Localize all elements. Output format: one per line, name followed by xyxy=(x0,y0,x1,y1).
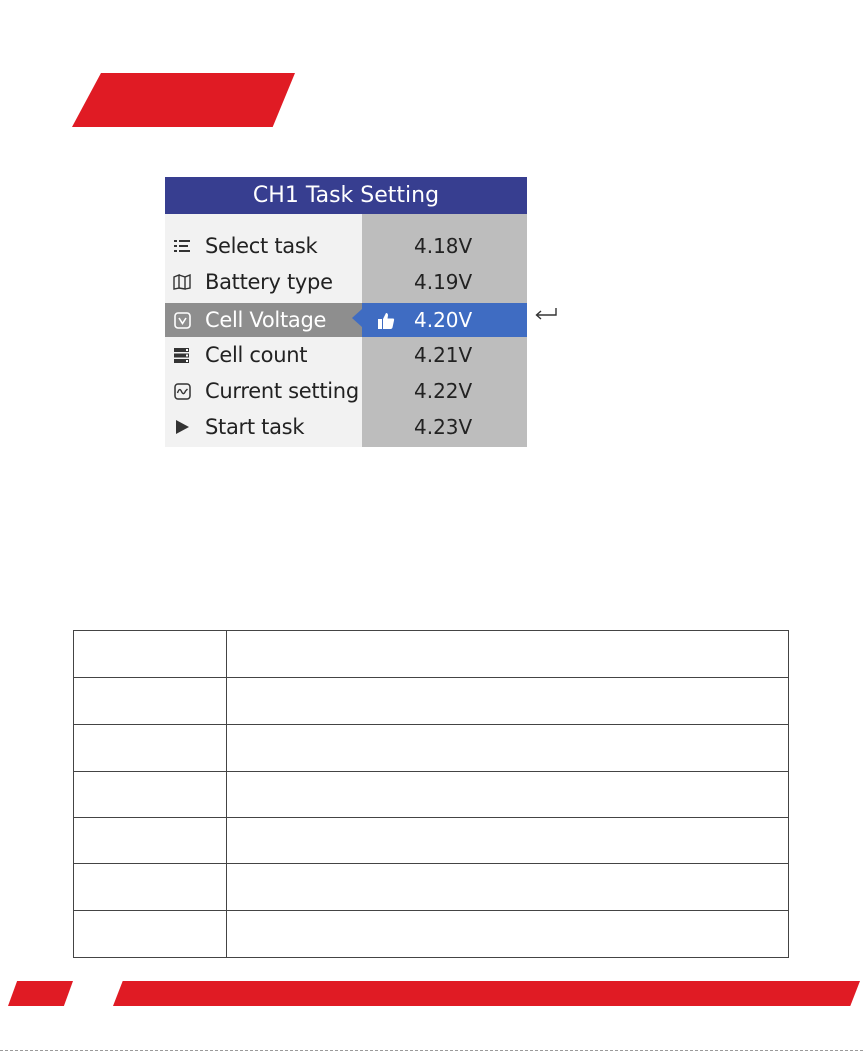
stack-icon xyxy=(173,346,191,364)
table-row xyxy=(74,725,788,772)
menu-item-label: Start task xyxy=(205,415,305,439)
table-cell xyxy=(227,911,788,958)
table-cell xyxy=(227,864,788,910)
table-cell xyxy=(74,911,227,958)
footer-banner-right xyxy=(113,981,860,1006)
table-row xyxy=(74,631,788,678)
table-cell xyxy=(74,631,227,677)
voltage-value: 4.20V xyxy=(414,308,473,332)
table-row xyxy=(74,911,788,958)
table-cell xyxy=(74,864,227,910)
footer-banner-left xyxy=(8,981,73,1006)
list-icon xyxy=(173,237,191,255)
selection-pointer-icon xyxy=(352,309,362,327)
device-screen xyxy=(165,177,527,447)
voltage-option-selected[interactable] xyxy=(362,303,527,337)
menu-item-cell-count[interactable] xyxy=(165,338,362,372)
battery-book-icon xyxy=(173,273,191,291)
table-cell xyxy=(74,817,227,863)
voltage-value: 4.21V xyxy=(414,343,473,367)
voltage-option[interactable] xyxy=(362,338,527,372)
voltage-option[interactable] xyxy=(362,410,527,444)
table-cell xyxy=(74,725,227,771)
voltage-value: 4.18V xyxy=(414,234,473,258)
menu-item-battery-type[interactable] xyxy=(165,265,362,299)
menu-item-start-task[interactable] xyxy=(165,410,362,444)
menu-item-select-task[interactable] xyxy=(165,229,362,263)
menu-item-current-setting[interactable] xyxy=(165,374,362,408)
voltage-icon xyxy=(173,311,191,329)
voltage-value: 4.19V xyxy=(414,270,473,294)
screen-title: CH1 Task Setting xyxy=(165,177,527,214)
voltage-option[interactable] xyxy=(362,229,527,263)
table-row xyxy=(74,817,788,864)
table-row xyxy=(74,678,788,725)
play-icon xyxy=(173,418,191,436)
voltage-option[interactable] xyxy=(362,374,527,408)
header-banner xyxy=(72,73,295,127)
table-cell xyxy=(227,771,788,817)
page-edge-divider xyxy=(0,1050,863,1051)
table-cell xyxy=(227,678,788,724)
table-cell xyxy=(74,678,227,724)
menu-item-label: Cell Voltage xyxy=(205,308,327,332)
table-cell xyxy=(227,817,788,863)
menu-item-label: Battery type xyxy=(205,270,333,294)
table-row xyxy=(74,864,788,911)
voltage-value: 4.23V xyxy=(414,415,473,439)
menu-item-label: Current setting xyxy=(205,379,359,403)
table-cell xyxy=(227,725,788,771)
menu-item-cell-voltage[interactable] xyxy=(165,303,362,337)
table-row xyxy=(74,771,788,818)
menu-item-label: Cell count xyxy=(205,343,308,367)
voltage-value: 4.22V xyxy=(414,379,473,403)
enter-arrow-icon xyxy=(534,307,558,321)
waveform-icon xyxy=(173,382,191,400)
menu-item-label: Select task xyxy=(205,234,318,258)
thumbs-up-icon xyxy=(377,311,395,329)
table-cell xyxy=(227,631,788,677)
spec-table xyxy=(73,630,789,958)
table-cell xyxy=(74,771,227,817)
voltage-option[interactable] xyxy=(362,265,527,299)
